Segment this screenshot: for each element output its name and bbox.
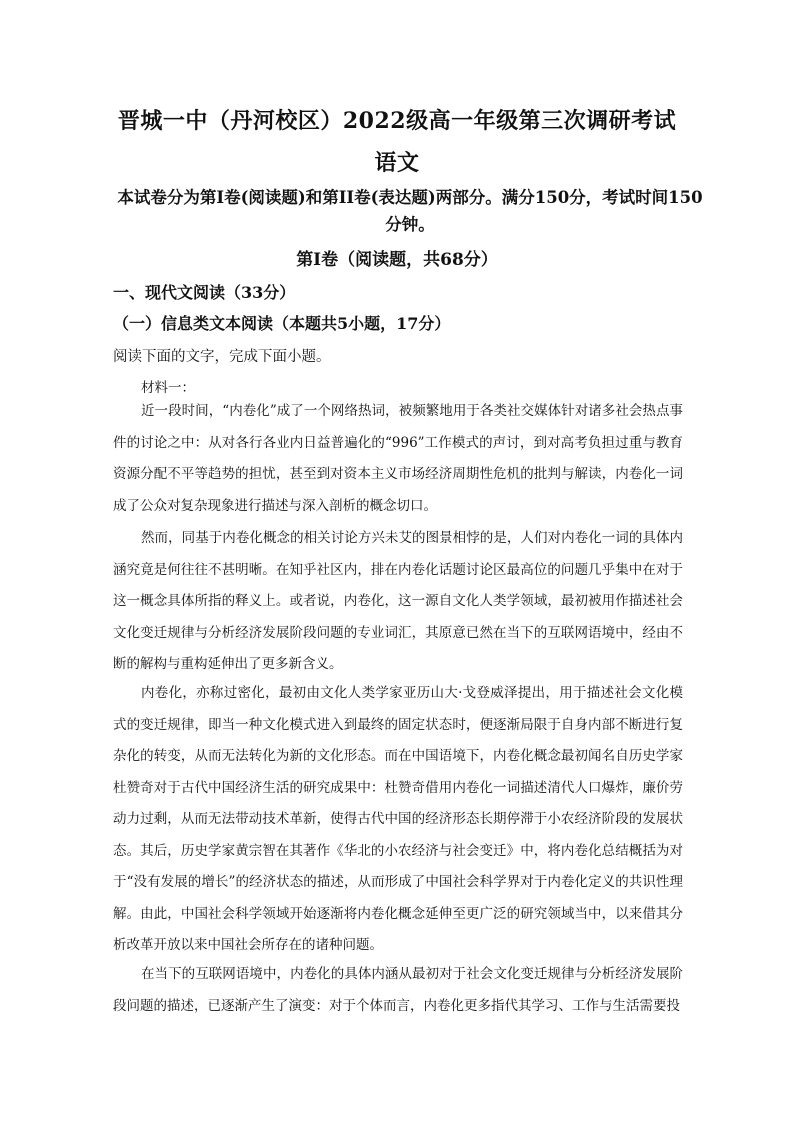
exam-title: 晋城一中（丹河校区）2022级高一年级第三次调研考试 [117, 108, 677, 134]
paragraph-4: 在当下的互联网语境中，内卷化的具体内涵从最初对于社会文化变迁规律与分析经济发展阶段问题的描述，已逐渐产生了演变：对于个体而言，内卷化更多指代其学习、工作与生活需要投 [113, 966, 683, 1014]
reading-instruction: 阅读下面的文字，完成下面小题。 [113, 349, 331, 365]
section-heading: 一、现代文阅读（33分） [113, 283, 296, 302]
paragraph-2: 然而，同基于内卷化概念的相关讨论方兴未艾的图景相悖的是，人们对内卷化一词的具体内涵究竟是何往往不甚明晰。在知乎社区内，排在内卷化话题讨论区最高位的问题几乎集中在对于这一概念具体所指的释义上。或者说，内卷化，这一源自文化人类学领域，最初被用作描述社会文化变迁规律与分析经济发展阶段问题的专业词汇，其原意已然在当下的互联网语境中，经由不断的解构与重构延伸出了更多新含义。 [113, 530, 683, 672]
subsection-heading: （一）信息类文本阅读（本题共5小题，17分） [113, 314, 451, 333]
part-heading: 第I卷（阅读题，共68分） [296, 250, 498, 270]
paragraph-1: 近一段时间，“内卷化”成了一个网络热词，被频繁地用于各类社交媒体针对诸多社会热点事件的讨论之中：从对各行各业内日益普遍化的“996”工作模式的声讨，到对高考负担过重与教育资源分配不平等趋势的担忧，甚至到对资本主义市场经济周期性危机的批判与解读，内卷化一词成了公众对复杂现象进行描述与深入剖析的概念切口。 [113, 403, 683, 514]
exam-intro-line-2: 分钟。 [385, 215, 435, 234]
subject-title: 语文 [374, 150, 420, 176]
exam-intro-line-1: 本试卷分为第I卷(阅读题)和第II卷(表达题)两部分。满分150分，考试时间150 [117, 188, 703, 207]
paragraph-3: 内卷化，亦称过密化，最初由文化人类学家亚历山大·戈登威泽提出，用于描述社会文化模式的变迁规律，即当一种文化模式进入到最终的固定状态时，便逐渐局限于自身内部不断进行复杂化的转变，从而无法转化为新的文化形态。而在中国语境下，内卷化概念最初闻名自历史学家杜赞奇对于古代中国经济生活的研究成果中：杜赞奇借用内卷化一词描述清代人口爆炸，廉价劳动力过剩，从而无法带动技术革新，使得古代中国的经济形态长期停滞于小农经济阶段的发展状态。其后，历史学家黄宗智在其著作《华北的小农经济与社会变迁》中，将内卷化总结概括为对于“没有发展的增长”的经济状态的描述，从而形成了中国社会科学界对于内卷化定义的共识性理解。由此，中国社会科学领域开始逐渐将内卷化概念延伸至更广泛的研究领域当中，以来借其分析改革开放以来中国社会所存在的诸种问题。 [113, 685, 683, 953]
material-label: 材料一： [141, 380, 195, 396]
